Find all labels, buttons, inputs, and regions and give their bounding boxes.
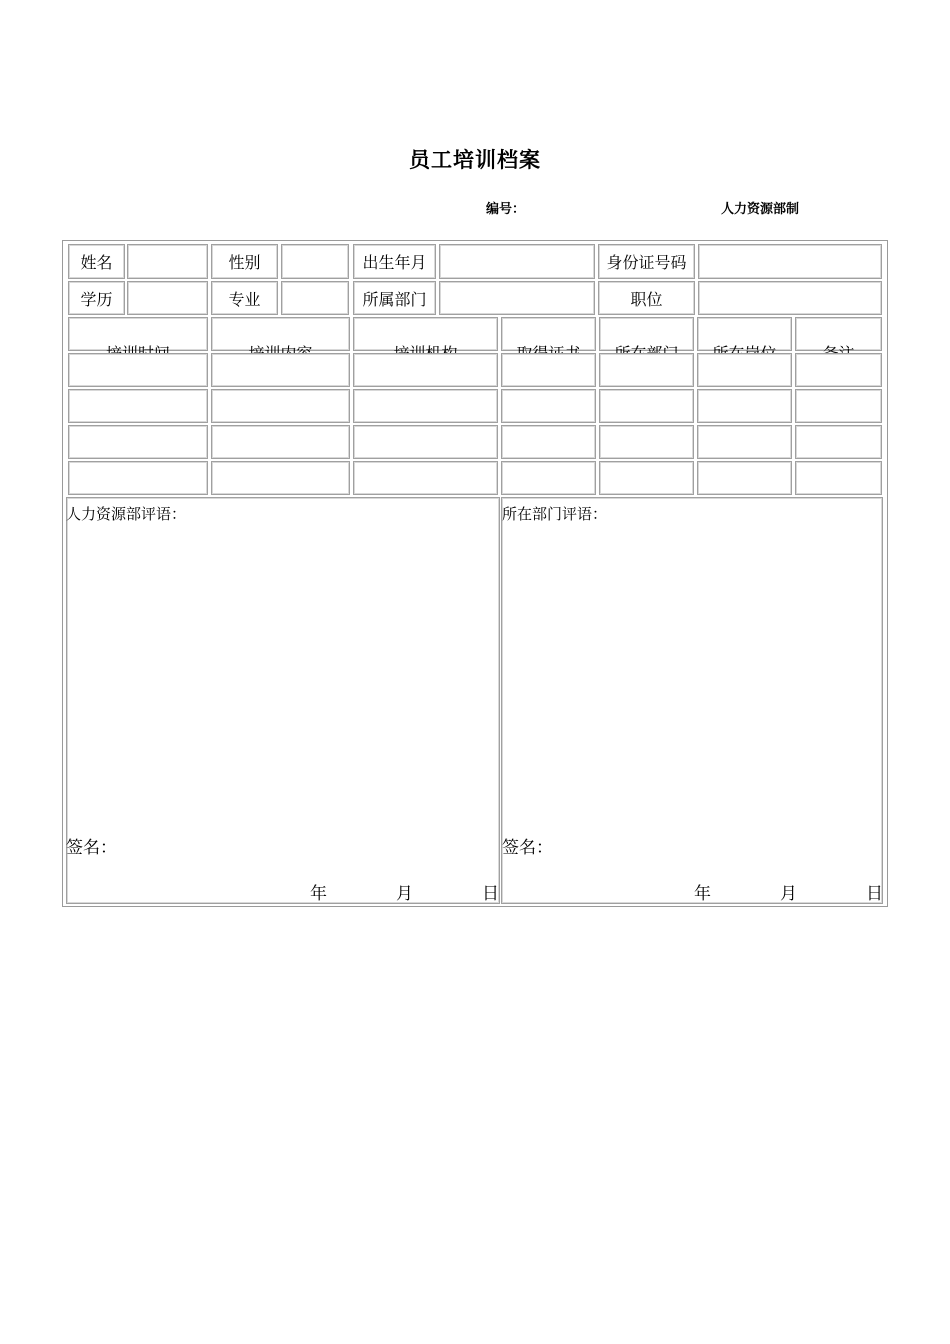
education-field[interactable] — [127, 281, 208, 315]
column-header — [501, 317, 596, 351]
hr-date-month: 月 — [396, 884, 413, 904]
table-cell[interactable] — [211, 425, 350, 459]
birth-label: 出生年月 — [353, 244, 436, 279]
column-header — [68, 317, 208, 351]
table-cell[interactable] — [599, 461, 694, 495]
education-label: 学历 — [68, 281, 125, 315]
id-number-field[interactable] — [698, 244, 882, 279]
table-cell[interactable] — [211, 461, 350, 495]
table-cell[interactable] — [599, 353, 694, 387]
column-header — [795, 317, 882, 351]
table-cell[interactable] — [211, 353, 350, 387]
table-cell[interactable] — [599, 425, 694, 459]
dept-signature-label: 签名： — [502, 838, 553, 858]
column-header — [211, 317, 350, 351]
table-cell[interactable] — [353, 425, 498, 459]
dept-date-day: 日 — [866, 884, 883, 904]
position-field[interactable] — [698, 281, 882, 315]
hr-comment-label: 人力资源部评语： — [66, 505, 187, 523]
table-cell[interactable] — [353, 353, 498, 387]
table-cell[interactable] — [795, 389, 882, 423]
table-cell[interactable] — [211, 389, 350, 423]
column-header — [599, 317, 694, 351]
number-label: 编号： — [486, 202, 526, 217]
department-field[interactable] — [439, 281, 595, 315]
table-cell[interactable] — [697, 425, 792, 459]
table-cell[interactable] — [795, 425, 882, 459]
column-header — [353, 317, 498, 351]
table-cell[interactable] — [501, 461, 596, 495]
id-number-label: 身份证号码 — [598, 244, 695, 279]
table-cell[interactable] — [501, 389, 596, 423]
table-cell[interactable] — [599, 389, 694, 423]
dept-date-year: 年 — [694, 884, 711, 904]
name-field[interactable] — [127, 244, 208, 279]
dept-comment-label: 所在部门评语： — [502, 505, 608, 523]
hr-date-day: 日 — [482, 884, 499, 904]
major-field[interactable] — [281, 281, 349, 315]
hr-date-year: 年 — [310, 884, 327, 904]
column-header — [697, 317, 792, 351]
table-cell[interactable] — [501, 353, 596, 387]
gender-field[interactable] — [281, 244, 349, 279]
table-cell[interactable] — [795, 461, 882, 495]
department-label: 所属部门 — [353, 281, 436, 315]
table-cell[interactable] — [353, 389, 498, 423]
dept-date-month: 月 — [780, 884, 797, 904]
table-cell[interactable] — [68, 461, 208, 495]
position-label: 职位 — [598, 281, 695, 315]
table-cell[interactable] — [68, 389, 208, 423]
table-cell[interactable] — [68, 353, 208, 387]
table-cell[interactable] — [697, 389, 792, 423]
table-cell[interactable] — [68, 425, 208, 459]
table-cell[interactable] — [353, 461, 498, 495]
name-label: 姓名 — [68, 244, 125, 279]
hr-comment-box[interactable] — [66, 497, 500, 904]
table-cell[interactable] — [697, 461, 792, 495]
hr-signature-label: 签名： — [66, 838, 117, 858]
issuer-label: 人力资源部制 — [721, 202, 800, 217]
major-label: 专业 — [211, 281, 278, 315]
table-cell[interactable] — [697, 353, 792, 387]
dept-comment-box[interactable] — [501, 497, 883, 904]
table-cell[interactable] — [795, 353, 882, 387]
gender-label: 性别 — [211, 244, 278, 279]
table-cell[interactable] — [501, 425, 596, 459]
document-title: 员工培训档案 — [409, 148, 541, 172]
birth-field[interactable] — [439, 244, 595, 279]
